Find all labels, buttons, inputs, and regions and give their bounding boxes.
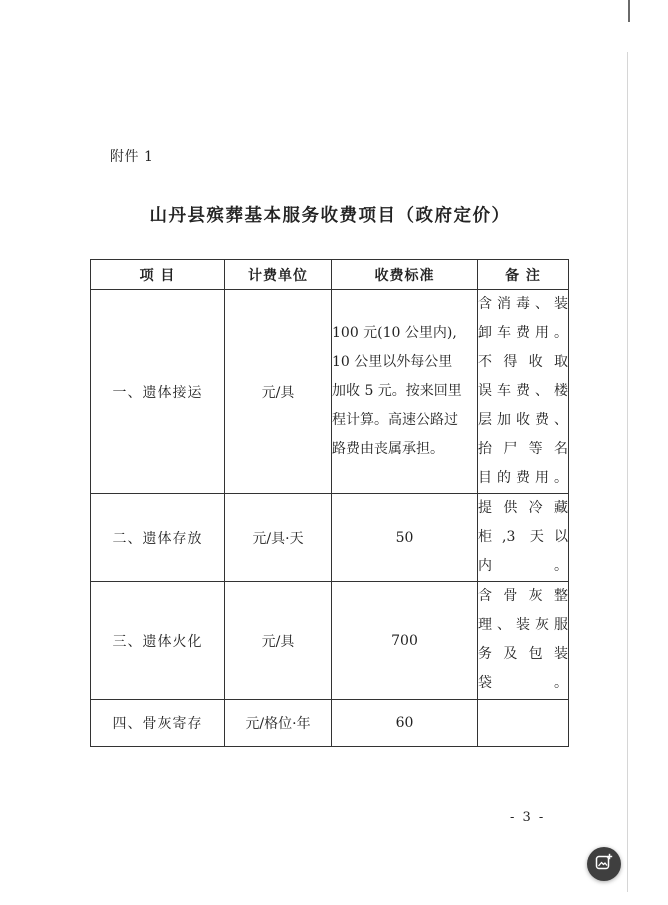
standard-line: 10 公里以外每公里: [332, 354, 453, 370]
image-edit-icon: [595, 853, 613, 875]
standard-cell: [332, 290, 478, 494]
table-row: [91, 582, 569, 700]
note-line: 含消毒、装: [478, 296, 568, 312]
note-line: 柜,3 天以: [478, 529, 568, 545]
standard-line: 路费由丧属承担。: [332, 441, 444, 457]
fee-table: [90, 259, 569, 747]
note-line: 目的费用。: [478, 470, 568, 486]
note-line: 误车费、楼: [478, 383, 568, 399]
table-header-row: [91, 260, 569, 290]
note-line: 卸车费用。: [478, 325, 568, 341]
note-cell: [478, 290, 569, 494]
note-line: 提供冷藏: [478, 500, 568, 516]
note-line: 理、装灰服: [478, 617, 568, 633]
note-line: 务及包装: [478, 646, 568, 662]
header-item: 项 目: [91, 260, 225, 290]
table-row: [91, 290, 569, 494]
note-line: 抬尸等名: [478, 441, 568, 457]
note-cell: [478, 494, 569, 582]
note-line: 不得收取: [478, 354, 568, 370]
header-unit: 计费单位: [225, 260, 332, 290]
page-title: 山丹县殡葬基本服务收费项目（政府定价）: [149, 206, 511, 226]
table-row: [91, 700, 569, 747]
standard-cell: 50: [332, 494, 478, 582]
standard-line: 程计算。高速公路过: [332, 412, 458, 428]
item-cell: 三、遗体火化: [91, 582, 225, 700]
standard-cell: 60: [332, 700, 478, 747]
item-cell: 二、遗体存放: [91, 494, 225, 582]
unit-cell: 元/格位·年: [225, 700, 332, 747]
standard-line: 加收 5 元。按来回里: [332, 383, 462, 399]
note-line: 袋。: [478, 675, 568, 691]
note-line: 内。: [478, 558, 568, 574]
item-cell: 四、骨灰寄存: [91, 700, 225, 747]
unit-cell: 元/具: [225, 290, 332, 494]
item-cell: 一、遗体接运: [91, 290, 225, 494]
standard-line: 100 元(10 公里内),: [332, 325, 457, 341]
scan-edge-right: [627, 52, 628, 892]
table-row: [91, 494, 569, 582]
note-cell: [478, 582, 569, 700]
scan-edge-top: [628, 0, 630, 22]
header-standard: 收费标准: [332, 260, 478, 290]
note-line: 含骨灰整: [478, 588, 568, 604]
header-note: 备 注: [478, 260, 569, 290]
note-line: 层加收费、: [478, 412, 568, 428]
image-edit-button[interactable]: [587, 847, 621, 881]
note-cell: [478, 700, 569, 747]
page-number: - 3 -: [510, 810, 546, 825]
unit-cell: 元/具·天: [225, 494, 332, 582]
unit-cell: 元/具: [225, 582, 332, 700]
standard-cell: 700: [332, 582, 478, 700]
attachment-label: 附件 1: [110, 149, 154, 165]
